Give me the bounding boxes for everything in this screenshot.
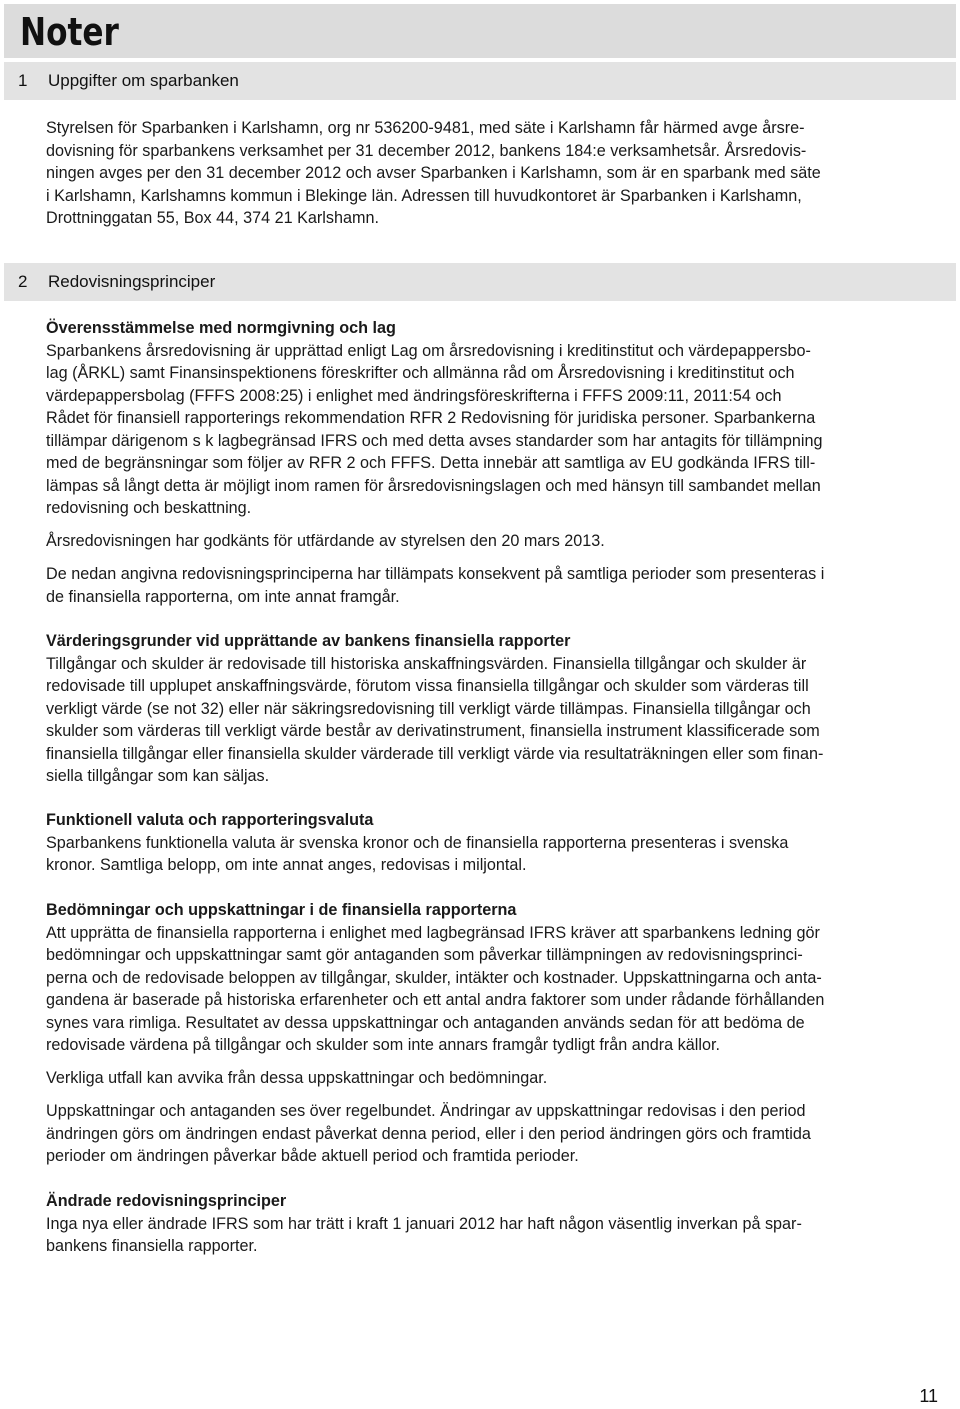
page-title-bar	[4, 4, 956, 58]
text-line: redovisning och beskattning.	[46, 499, 252, 517]
text-line: Styrelsen för Sparbanken i Karlshamn, org nr 536200-9481, med säte i Karlshamn får härmed avge årsre-	[46, 119, 805, 137]
text-line: bedömningar och uppskattningar samt gör antaganden som påverkar tillämpningen av redovisningsprinci-	[46, 946, 803, 964]
section-2-header	[4, 263, 956, 301]
block-heading: Överensstämmelse med normgivning och lag	[46, 319, 396, 337]
section-2-number: 2	[18, 272, 28, 291]
review-paragraph	[46, 1100, 946, 1168]
text-line: perna och de redovisade beloppen av tillgångar, skulder, intäkter och kostnader. Uppskattningarna och anta-	[46, 968, 822, 987]
text-line: Verkliga utfall kan avvika från dessa uppskattningar och bedömningar.	[46, 1069, 548, 1087]
text-line: bankens finansiella rapporter.	[46, 1237, 258, 1255]
text-line: Tillgångar och skulder är redovisade till historiska anskaffningsvärden. Finansiella tillgångar och skulder är	[46, 654, 807, 673]
text-line: skulder som värderas till verkligt värde består av derivatinstrument, finansiella instrument klassificerade som	[46, 722, 820, 740]
text-line: Årsredovisningen har godkänts för utfärdande av styrelsen den 20 mars 2013.	[46, 532, 605, 550]
text-line: redovisade till upplupet anskaffningsvärde, förutom vissa finansiella tillgångar och skulder som värderas till	[46, 677, 809, 695]
section-1-title: Uppgifter om sparbanken	[48, 71, 239, 90]
outcome-paragraph	[46, 1067, 946, 1090]
text-line: de finansiella rapporterna, om inte annat framgår.	[46, 587, 400, 606]
consistency-paragraph	[46, 563, 946, 608]
text-line: dovisning för sparbankens verksamhet per 31 december 2012, bankens 184:e verksamhetsår. Årsredovis-	[46, 141, 807, 160]
section-1-number: 1	[18, 71, 28, 90]
block-valuation	[46, 630, 946, 788]
block-currency	[46, 809, 946, 877]
page-number: 11	[919, 1386, 938, 1406]
text-line: gandena är baserade på historiska erfarenheter och ett antal andra faktorer som under rådande förhållanden	[46, 991, 825, 1009]
text-line: Att upprätta de finansiella rapporterna i enlighet med lagbegränsad IFRS kräver att sparbankens ledning gör	[46, 923, 820, 942]
text-line: synes vara rimliga. Resultatet av dessa uppskattningar och antaganden används sedan för att bedöma de	[46, 1013, 805, 1032]
block-estimates	[46, 899, 946, 1057]
text-line: Inga nya eller ändrade IFRS som har trätt i kraft 1 januari 2012 har haft någon väsentlig inverkan på spar-	[46, 1214, 802, 1233]
text-line: värdepappersbolag (FFFS 2008:25) i enlighet med ändringsföreskrifterna i FFFS 2009:11, 2011:54 och	[46, 386, 782, 405]
text-line: ningen avges per den 31 december 2012 och avser Sparbanken i Karlshamn, som är en sparbank med säte	[46, 164, 821, 182]
text-line: Uppskattningar och antaganden ses över regelbundet. Ändringar av uppskattningar redovisas i den period	[46, 1102, 806, 1120]
text-line: med de begränsningar som följer av RFR 2 och FFFS. Detta innebär att samtliga av EU godkända IFRS till-	[46, 454, 816, 472]
text-line: finansiella tillgångar eller finansiella skulder värderade till verkligt värde via resultaträkningen eller som finan-	[46, 744, 824, 763]
section-2-title: Redovisningsprinciper	[48, 272, 216, 291]
text-line: verkligt värde (se not 32) eller när säkringsredovisning till verkligt värde tillämpas. Finansiella tillgångar och	[46, 699, 811, 718]
section-1-body	[46, 117, 946, 230]
block-compliance	[46, 317, 946, 520]
text-line: lämpas så långt detta är möjligt inom ramen för årsredovisningslagen och med hänsyn till sambandet mellan	[46, 476, 821, 495]
block-heading: Ändrade redovisningsprinciper	[46, 1192, 287, 1210]
block-heading: Funktionell valuta och rapporteringsvaluta	[46, 811, 374, 829]
block-heading: Bedömningar och uppskattningar i de finansiella rapporterna	[46, 901, 517, 919]
block-heading: Värderingsgrunder vid upprättande av bankens finansiella rapporter	[46, 632, 571, 650]
block-changed-principles	[46, 1190, 946, 1258]
text-line: lag (ÅRKL) samt Finansinspektionens föreskrifter och allmänna råd om Årsredovisning i kreditinstitut och	[46, 364, 795, 382]
text-line: siella tillgångar som kan säljas.	[46, 767, 270, 785]
text-line: redovisade värdena på tillgångar och skulder som inte annars framgår tydligt från andra källor.	[46, 1036, 720, 1054]
text-line: Drottninggatan 55, Box 44, 374 21 Karlshamn.	[46, 209, 379, 227]
text-line: kronor. Samtliga belopp, om inte annat anges, redovisas i miljontal.	[46, 856, 527, 874]
section-1-header	[4, 62, 956, 100]
page-title: Noter	[20, 10, 119, 54]
text-line: perioder om ändringen påverkar både aktuell period och framtida perioder.	[46, 1147, 579, 1165]
text-line: Sparbankens årsredovisning är upprättad enligt Lag om årsredovisning i kreditinstitut och värdepappersbo-	[46, 341, 811, 360]
text-line: Rådet för finansiell rapporterings rekommendation RFR 2 Redovisning för juridiska personer. Sparbankerna	[46, 409, 816, 427]
text-line: ändringen görs om ändringen endast påverkat denna period, eller i den period ändringen görs och framtida	[46, 1124, 811, 1143]
text-line: i Karlshamn, Karlshamns kommun i Blekinge län. Adressen till huvudkontoret är Sparbanken i Karlshamn,	[46, 186, 802, 205]
text-line: De nedan angivna redovisningsprinciperna har tillämpats konsekvent på samtliga perioder som presenteras i	[46, 565, 825, 583]
text-line: Sparbankens funktionella valuta är svenska kronor och de finansiella rapporterna presenteras i svenska	[46, 833, 789, 852]
text-line: tillämpar därigenom s k lagbegränsad IFRS och med detta avses standarder som har antagits för tillämpning	[46, 431, 823, 450]
approval-paragraph	[46, 530, 946, 553]
